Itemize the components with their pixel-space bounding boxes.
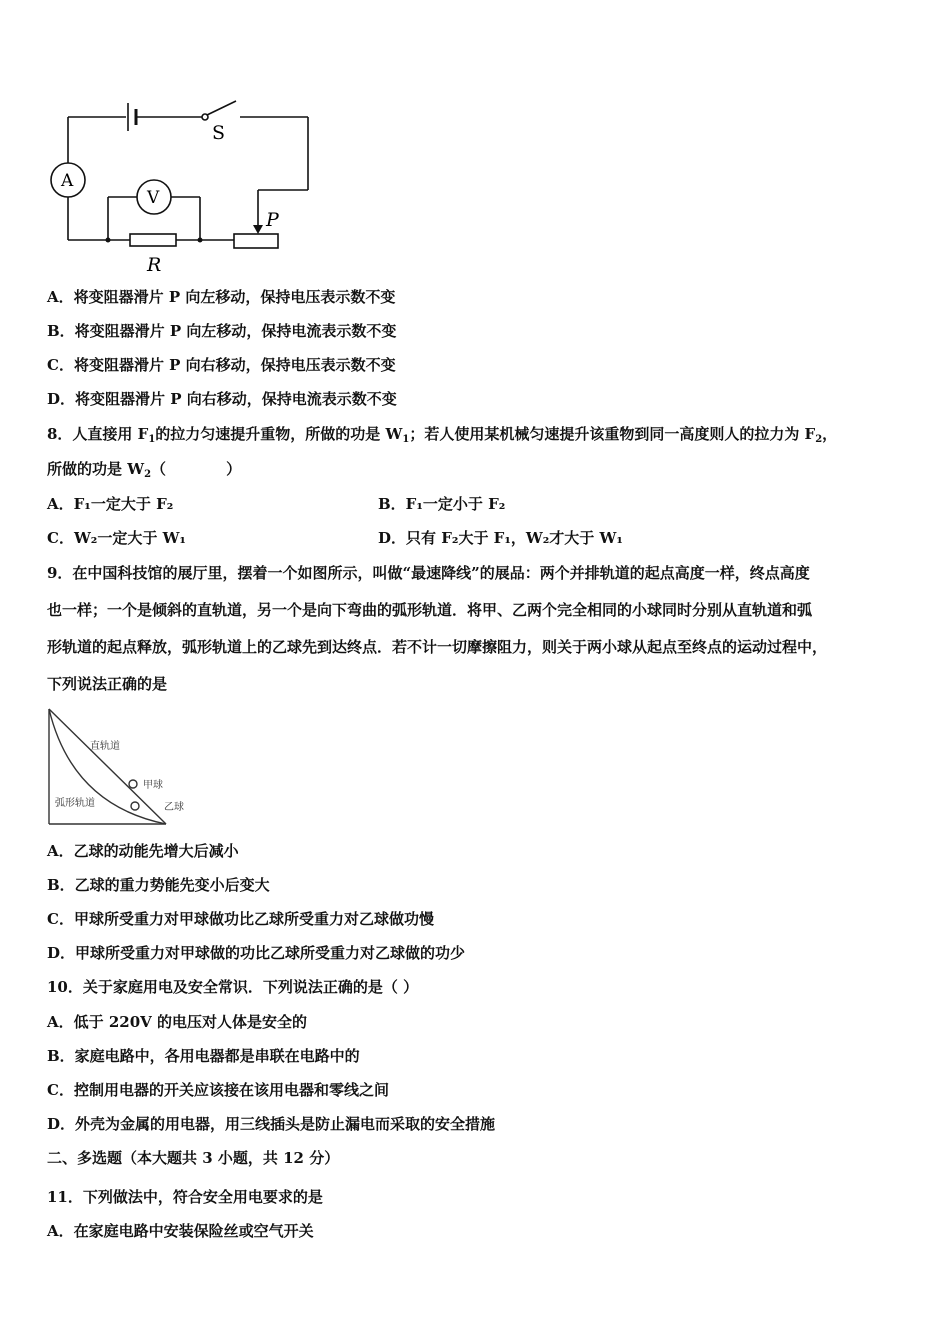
q7-option-a: A．将变阻器滑片 P 向左移动，保持电压表示数不变 (47, 288, 396, 306)
q9-option-b: B．乙球的重力势能先变小后变大 (47, 876, 270, 894)
q8-option-a: A．F₁一定大于 F₂ (47, 495, 174, 513)
q10-option-d: D．外壳为金属的用电器，用三线插头是防止漏电而采取的安全措施 (47, 1115, 496, 1133)
curved-track-label: 弧形轨道 (55, 798, 95, 809)
resistor-label: R (147, 254, 162, 276)
q9-option-c: C．甲球所受重力对甲球做功比乙球所受重力对乙球做功慢 (47, 910, 434, 928)
switch-label: S (212, 122, 226, 144)
q10-option-a: A．低于 220V 的电压对人体是安全的 (47, 1013, 308, 1031)
track-figure (42, 705, 202, 830)
ammeter-label: A (61, 171, 74, 191)
q8-stem-line2: 所做的功是 $W_2$（ ） (47, 460, 242, 480)
q8-option-c: C．W₂一定大于 W₁ (47, 529, 186, 547)
q10-stem: 10．关于家庭用电及安全常识．下列说法正确的是（ ） (47, 978, 419, 996)
q8-stem-line1: 8．人直接用 $F_1$的拉力匀速提升重物，所做的功是 $W_1$；若人使用某机械匀速提升该重物到同一高度则人的拉力为 $F_2$， (47, 425, 838, 445)
voltmeter-label: V (147, 188, 160, 208)
q7-option-b: B．将变阻器滑片 P 向左移动，保持电流表示数不变 (47, 322, 397, 340)
q8-option-b: B．F₁一定小于 F₂ (378, 495, 506, 513)
straight-track-label: 直轨道 (90, 741, 120, 752)
ball-b-label: 乙球 (164, 802, 184, 813)
q9-option-a: A．乙球的动能先增大后减小 (47, 842, 239, 860)
circuit-diagram (40, 95, 320, 280)
q10-option-c: C．控制用电器的开关应该接在该用电器和零线之间 (47, 1081, 389, 1099)
q11-option-a: A．在家庭电路中安装保险丝或空气开关 (47, 1222, 314, 1240)
q10-option-b: B．家庭电路中，各用电器都是串联在电路中的 (47, 1047, 360, 1065)
section-heading: 二、多选题（本大题共 3 小题，共 12 分） (47, 1149, 340, 1167)
q9-stem-line1: 9．在中国科技馆的展厅里，摆着一个如图所示，叫做“最速降线”的展品：两个并排轨道的起点高度一样，终点高度 (47, 564, 810, 582)
q9-option-d: D．甲球所受重力对甲球做的功比乙球所受重力对乙球做的功少 (47, 944, 466, 962)
q9-stem-line4: 下列说法正确的是 (47, 675, 168, 693)
q7-option-c: C．将变阻器滑片 P 向右移动，保持电压表示数不变 (47, 356, 396, 374)
q9-stem-line2: 也一样；一个是倾斜的直轨道，另一个是向下弯曲的弧形轨道．将甲、乙两个完全相同的小球同时分别从直轨道和弧 (47, 601, 813, 619)
slider-label: P (266, 209, 279, 231)
q9-stem-line3: 形轨道的起点释放，弧形轨道上的乙球先到达终点．若不计一切摩擦阻力，则关于两小球从起点至终点的运动过程中， (47, 638, 828, 656)
q7-option-d: D．将变阻器滑片 P 向右移动，保持电流表示数不变 (47, 390, 397, 408)
q8-option-d: D．只有 F₂大于 F₁，W₂才大于 W₁ (378, 529, 623, 547)
q11-stem: 11．下列做法中，符合安全用电要求的是 (47, 1188, 323, 1206)
ball-a-label: 甲球 (143, 780, 163, 791)
